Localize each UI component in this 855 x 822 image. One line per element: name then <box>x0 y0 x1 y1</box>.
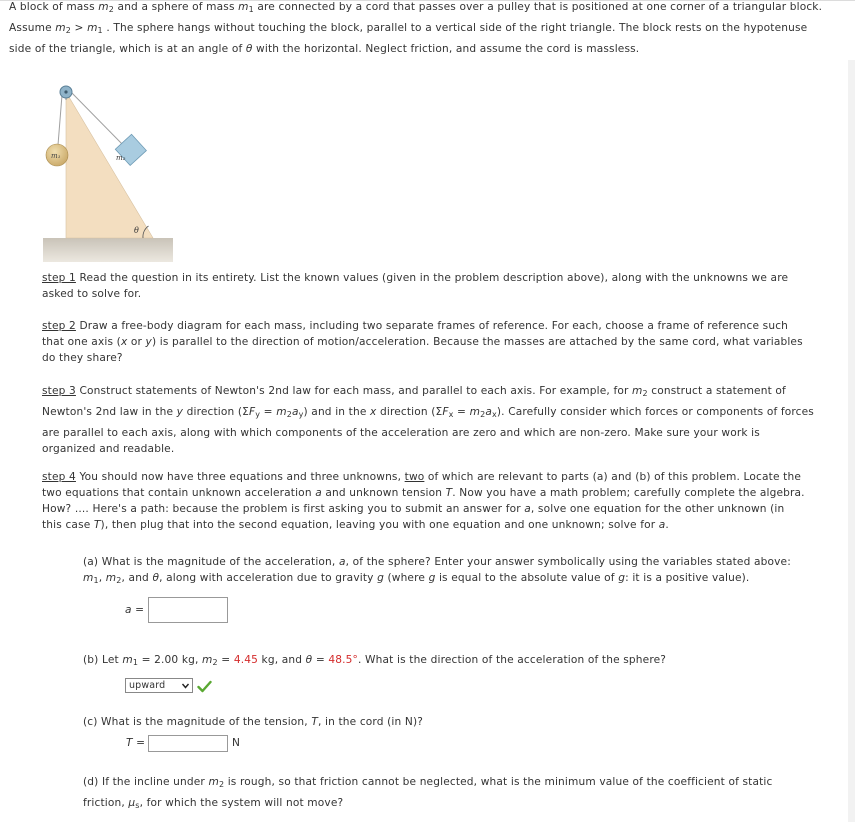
step-4-line-4: this case T), then plug that into the second equation, leaving you with one equation and one unknown; solve for a. <box>42 519 669 531</box>
intro-line-1: A block of mass $m_2$ and a sphere of mass $m_1$ are connected by a cord that passes over a pulley that is positioned at one corner of a triangular block. <box>9 1 823 14</box>
part-d-line-2: friction, $\mu_s$, for which the system will not move? <box>83 797 344 810</box>
sphere-label: m₁ <box>51 152 61 160</box>
step-1: step 1 Read the question in its entirety. List the known values (given in the problem description above), along with the unknowns we are asked to solve for. <box>42 272 789 300</box>
part-d-question <box>83 773 823 815</box>
block-label: m₂ <box>116 154 126 162</box>
step-4: step 4 You should now have three equations and three unknowns, two of which are relevant to parts (a) and (b) of this problem. Locate the two equations that contain unknown acceleration a and unknown tension T. Now you have a math problem; carefully complete the algebra. How? .... Here's a path: because the problem is first asking you to submit an answer for a, solve one equation for the other unknown (in this case T), then plug that into the second equation, leaving you with one equation and one unknown; solve for a. <box>42 469 832 533</box>
step-4-link[interactable]: step 4 <box>42 471 76 483</box>
acceleration-input[interactable] <box>148 597 228 623</box>
step-4-line-2: two equations that contain unknown acceleration a and unknown tension T. Now you have a math problem; carefully complete the algebra. <box>42 487 805 499</box>
part-c-question: (c) What is the magnitude of the tension, T, in the cord (in N)? <box>83 716 424 728</box>
check-icon <box>197 680 212 693</box>
part-d-line-1: (d) If the incline under $m_2$ is rough, so that friction cannot be neglected, what is the minimum value of the coefficient of static <box>83 776 773 789</box>
part-a-question <box>83 554 823 589</box>
part-a-line-1: (a) What is the magnitude of the acceleration, a, of the sphere? Enter your answer symbolically using the variables stated above: <box>83 556 791 568</box>
scrollbar[interactable] <box>848 60 855 822</box>
step-3-line-2: Newton's 2nd law in the y direction $(\Sigma F_y = m_2a_y)$ and in the x direction $(\Sigma F_x = m_2a_x)$. Carefully consider which forces or components of forces <box>42 406 814 419</box>
angle-label: θ <box>134 226 139 235</box>
step-2: step 2 Draw a free-body diagram for each mass, including two separate frames of reference. For each, choose a frame of reference such that one axis (x or y) is parallel to the direction of motion/acceleration. Because the masses are attached by the same cord, what variables do they share? <box>42 318 832 366</box>
triangular-block <box>66 92 153 238</box>
part-a-line-2: $m_1$, $m_2$, and θ, along with acceleration due to gravity g (where g is equal to the absolute value of g: it is a positive value). <box>83 572 750 585</box>
step-4-line-3: How? .... Here's a path: because the problem is first asking you to submit an answer for a, solve one equation for the other unknown (in <box>42 503 785 515</box>
part-b-question: (b) Let $m_1 = 2.00$ kg, $m_2 = 4.45$ kg, and θ = 48.5°. What is the direction of the acceleration of the sphere? <box>83 654 667 667</box>
step-2-line-2: that one axis (x or y) is parallel to the direction of motion/acceleration. Because the masses are attached by the same cord, what variables <box>42 336 803 348</box>
tension-input[interactable] <box>148 735 228 752</box>
tension-unit: N <box>232 737 241 749</box>
chevron-down-icon <box>181 680 190 691</box>
direction-select[interactable] <box>125 678 193 693</box>
ground <box>43 238 173 262</box>
part-c-input-label: T = <box>126 737 146 749</box>
problem-statement <box>9 0 849 59</box>
step-3-link[interactable]: step 3 <box>42 385 76 397</box>
cord-to-sphere <box>58 95 62 145</box>
m2-value: 4.45 <box>233 654 259 666</box>
theta-value: 48.5° <box>328 654 358 666</box>
part-a-input-label: a = <box>125 604 145 616</box>
step-2-link[interactable]: step 2 <box>42 320 76 332</box>
step-3: step 3 Construct statements of Newton's 2nd law for each mass, and parallel to each axis. For example, for $m_2$ construct a statement of Newton's 2nd law in the y direction $(\Sigma F_y = m_2a_y)$ and in the x direction $(\Sigma F_x = m_2a_x)$. Carefully consider which forces or components of forces are parallel to each axis, along with which components of the acceleration are zero and which are non-zero. Make sure your work is organized and readable. <box>42 382 832 459</box>
incline-pulley-figure <box>40 80 180 265</box>
direction-select-value: upward <box>129 680 166 691</box>
step-1-link[interactable]: step 1 <box>42 272 76 284</box>
intro-line-3: side of the triangle, which is at an angle of θ with the horizontal. Neglect friction, and assume the cord is massless. <box>9 43 640 55</box>
intro-line-2: Assume $m_2 > m_1$ . The sphere hangs without touching the block, parallel to a vertical side of the right triangle. The block rests on the hypotenuse <box>9 22 808 35</box>
